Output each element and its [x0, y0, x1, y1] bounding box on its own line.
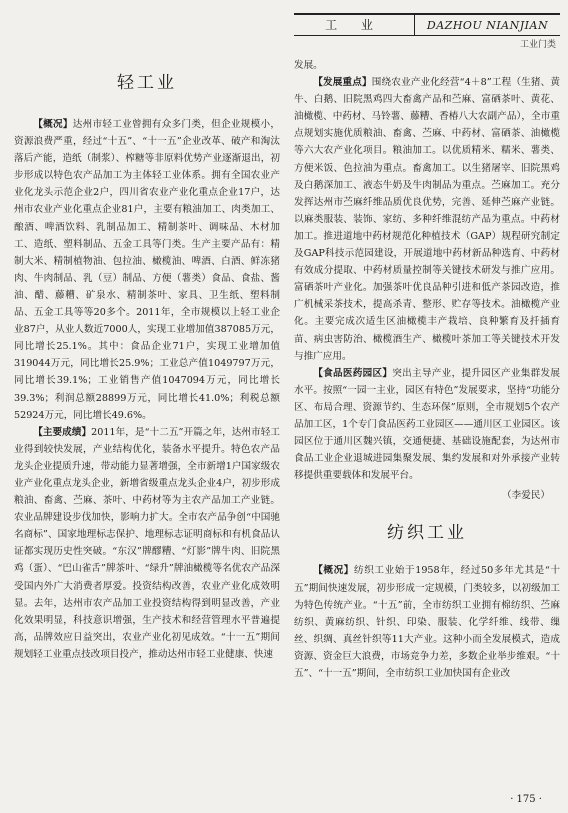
park-paragraph: [294, 365, 560, 485]
continuation-text: 发展。: [294, 60, 323, 71]
achievement-paragraph: [14, 424, 280, 663]
header-category: 工业门类: [519, 40, 556, 50]
textile-tag: 【概况】: [313, 565, 354, 577]
overview-paragraph: [14, 116, 280, 424]
page-number: · 175 ·: [510, 794, 542, 805]
park-tag: 【食品医药园区】: [313, 367, 393, 379]
left-column: [14, 60, 280, 663]
achievement-tag: 【主要成绩】: [33, 426, 92, 438]
running-header: [294, 13, 560, 36]
park-text: 突出主导产业，提升园区产业集群发展水平。按照“一园一主业，园区有特色”发展要求，坚持“功能分区、布局合理、资源节约、生态环保”原则，全市规划5个农产品加工区，1个专门食品医药工业园区——通川区工业园区。该园区位于通川区魏兴镇，交通便捷、基础设施配套，为达州市食品工业企业退城进园集聚发展、集约发展和对外承接产业转移提供重要载体和发展平台。: [294, 367, 561, 482]
focus-text: 围绕农业产业化经营“4＋8”工程（生猪、黄牛、白鹅、旧院黑鸡四大畜禽产品和苎麻、富硒茶叶、黄花、油橄榄、中药材、马铃薯、藤糟、香椿八大农副产品），全市重点规划实施优质粮油、畜禽、苎麻、中药材、富硒茶、油橄榄等六大农产业化项目。粮油加工。以优质精米、糯米、薯类、方便米饭、色拉油为重点。畜禽加工。以生猪屠宰、旧院黑鸡及白鹅深加工、液态牛奶及牛肉制品为重点。苎麻加工。充分发挥达州市苎麻纤维品质优良优势，完善、延伸苎麻产业链。以麻类服装、装饰、家纺、多种纤维混纺产品为重点。中药材加工。推进道地中药材规范化种植技术（GAP）规程研究制定及GAP科技示范园建设，开展道地中药材新品种选育、中药材有效成分提取、中药材质量控制等关键技术研发与推广应用。富硒茶叶产业化。加强茶叶优良品种引进和低产茶园改造，推广机械采茶技术，提高杀青、整形、贮存等技术。油橄榄产业化。主要完成次适生区油橄榄丰产栽培、良种繁育及扦插育苗、病虫害防治、橄榄酒生产、橄榄叶茶加工等关键技术开发与推广应用。: [294, 77, 560, 362]
header-section-name: 工 业: [294, 15, 415, 35]
focus-paragraph: [294, 74, 560, 365]
textile-paragraph: [294, 562, 560, 682]
right-column: [294, 57, 560, 682]
focus-tag: 【发展重点】: [313, 77, 372, 89]
overview-tag: 【概况】: [33, 119, 73, 130]
section-title-textile-industry: 纺织工业: [387, 523, 467, 544]
header-book-title: DAZHOU NIANJIAN: [426, 18, 549, 32]
overview-text: 达州市轻工业曾拥有众多门类，但企业规模小，资源浪费严重，经过“十五”、“十一五”企业改革、破产和淘汰落后产能，造纸（制浆）、榨糖等非原料优势产业逐渐退出，初步形成以特色农产品加工为主体轻工业体系。拥有全国农业产业化龙头示范企业2户，四川省农业产业化重点企业17户，达州市农业产业化重点企业81户，主要有粮油加工、肉类加工、酿酒、啤酒饮料、乳制品加工、精制茶叶、调味品、木材加工、造纸、塑料制品、五金工具等门类。生产主要产品有：精制大米、精制植物油、包拉油、橄榄油、啤酒、白酒、鲜冻猪肉、牛肉制品、乳（豆）制品、方便（薯类）食品、食盐、酱油、醋、藤糟、矿泉水、精制茶叶、家具、卫生纸、塑料制品、五金工具等等20多个。2011年，全市规模以上轻工业企业87户，从业人数近7000人，实现工业增加值387085万元，同比增长25.1%。其中：食品企业71户，实现工业增加值319044万元，同比增长25.9%；工业总产值1049797万元，同比增长39.1%；工业销售产值1047094万元，同比增长39.3%；利润总额28899万元，同比增长41.0%；利税总额52924万元，同比增长49.6%。: [14, 119, 281, 421]
section-title-light-industry: 轻工业: [117, 73, 177, 93]
achievement-text: 2011年，是“十二五”开篇之年，达州市轻工业得到较快发展，产业结构优化，装备水平提升。特色农产品龙头企业提质升速，带动能力显著增强，全市新增1户国家级农业产业化重点龙头企业，新增省级重点龙头企业4户，初步形成粮油、畜禽、苎麻、茶叶、中药材等为主农产品加工产业链。农业品牌建设步伐加快，影响力扩大。全市农产品争创“中国驰名商标”、国家地理标志保护、地理标志证明商标和有机食品认证都实现历史性突破。“东汉”牌醪糟、“灯影”牌牛肉、旧院黑鸡（蛋）、“巴山雀舌”牌茶叶、“绿升”牌油橄榄等名优农产品深受国内外广大消费者厚爱。投资结构改善，农业产业化成效明显。去年，达州市农产品加工业投资结构得到明显改善，产业化效果明显，科技意识增强，生产技术和经营管理水平普遍提高，品牌效应日益突出，农业产业化初见成效。“十一五”期间规划轻工业重点技改项目投产，推动达州市轻工业健康、快速: [14, 426, 281, 660]
textile-text: 纺织工业始于1958年，经过50多年尤其是“十五”期间快速发展，初步形成一定规模，门类较多，以初级加工为特色传统产业。“十五”前，全市纺织工业拥有棉纺织、苎麻纺织、黄麻纺织、针织、印染、服装、化学纤维、线带、缫丝、织绸、真丝针织等11大产业。这种小而全发展模式，造成资源、资金巨大浪费，市场竞争力差，多数企业举步维艰。“十五”、“十一五”期间，全市纺织工业加快国有企业改: [294, 565, 560, 679]
author-credit: （李爱民）: [502, 490, 550, 502]
